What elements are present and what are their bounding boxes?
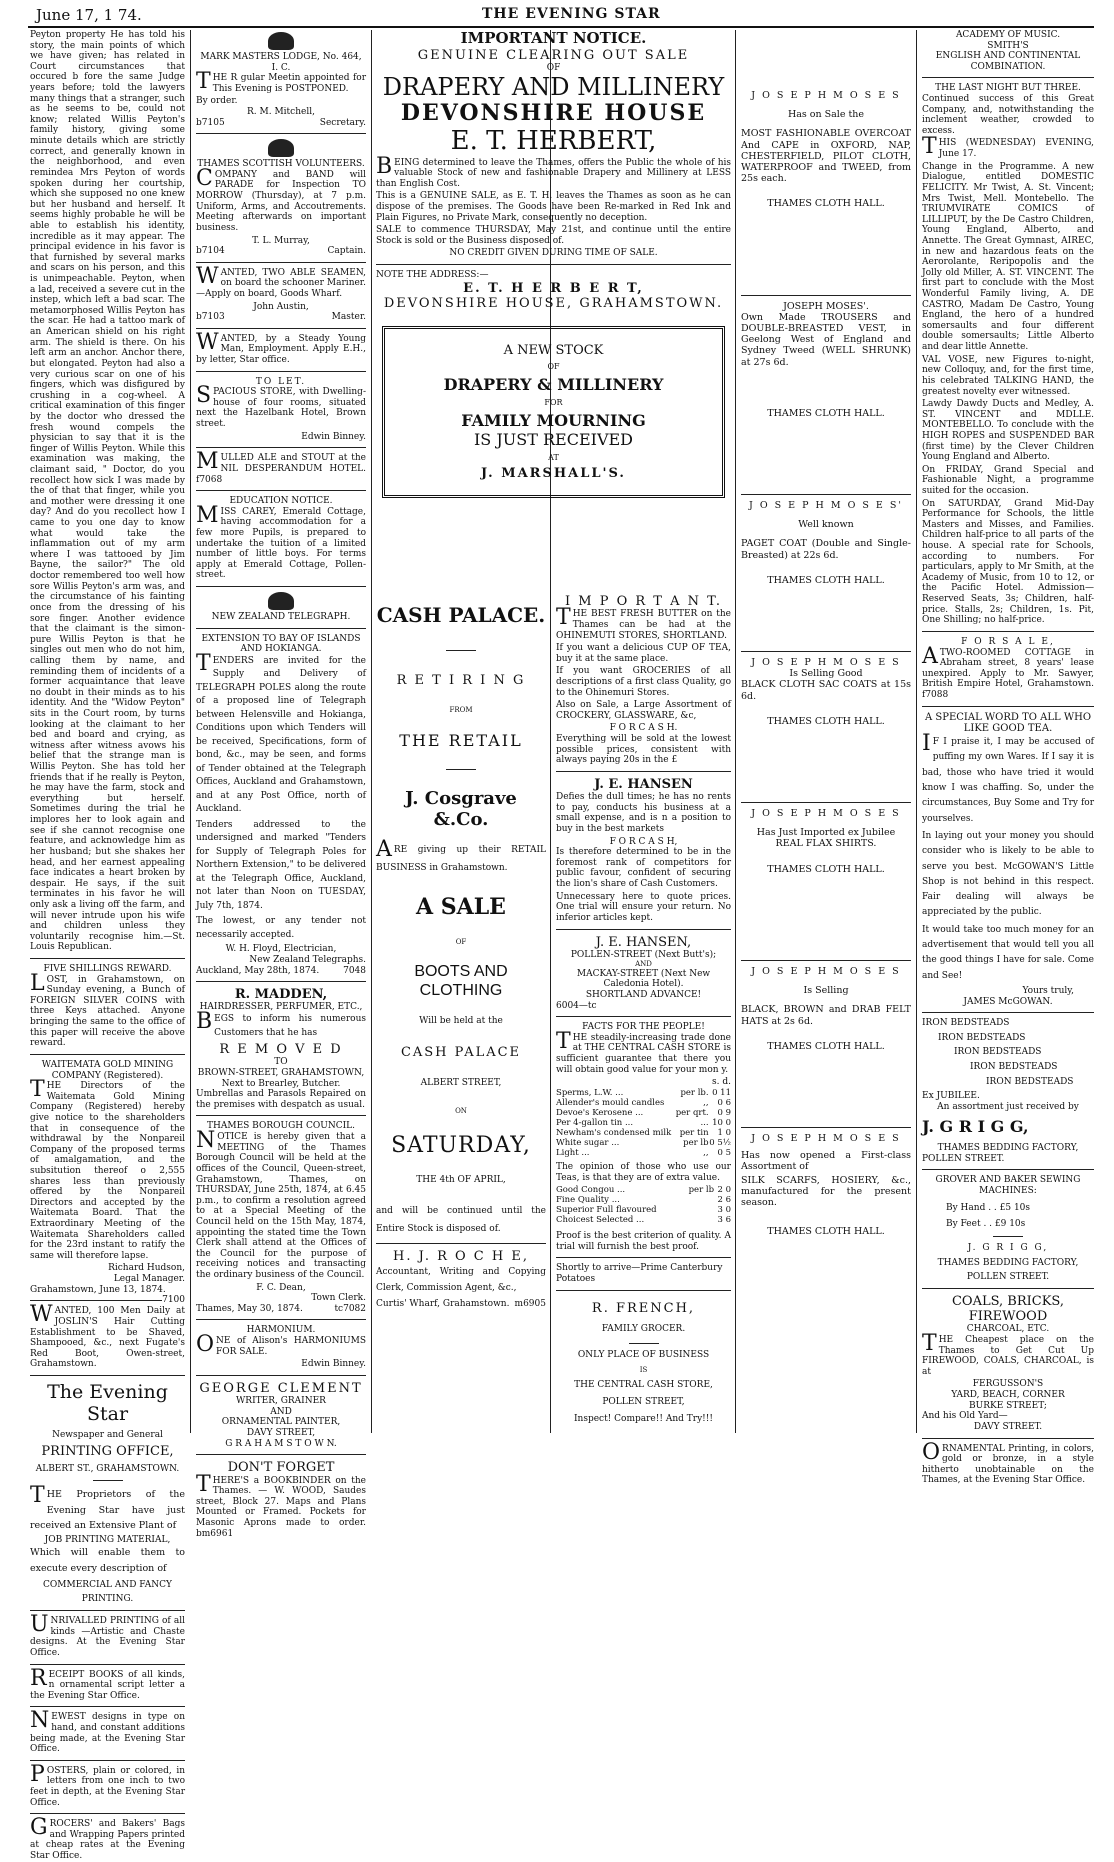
marshall-received: IS JUST RECEIVED	[473, 430, 633, 449]
masthead: THE EVENING STAR	[482, 6, 661, 22]
bedding-factory-2: THAMES BEDDING FACTORY,	[937, 1257, 1079, 1268]
herbert-body-2: This is a GENUINE SALE, as E. T. H. leaves the Thames as soon as he can dispose of the premises. The Goods have been Re-marked in Red Ink and Plain Figures, no Private Mark, consequently no deception.	[376, 191, 731, 223]
grigg-pollen-2: POLLEN STREET.	[966, 1272, 1050, 1283]
mulled-ad: MULLED ALE and STOUT at the NIL DESPERANDUM HOTEL. f7068	[196, 449, 366, 485]
telegraph-title: NEW ZEALAND TELEGRAPH.	[211, 611, 351, 622]
iron-bedsteads-line: IRON BEDSTEADS	[922, 1018, 1010, 1029]
scottish-emblem-icon	[268, 139, 294, 157]
price-row	[556, 1088, 731, 1098]
hansen-title-2: J. E. HANSEN,	[595, 934, 692, 950]
drapery-headline: DRAPERY AND MILLINERY	[382, 72, 725, 101]
page-header	[0, 0, 1114, 30]
tea-row	[556, 1195, 731, 1205]
herbert-body-3: SALE to commence THURSDAY, May 21st, and continue until the entire Stock is sold or the Business disposed of.	[376, 225, 731, 246]
reward-title: FIVE SHILLINGS REWARD.	[43, 964, 172, 975]
price-row	[556, 1148, 731, 1158]
tea-row-item: Superior Full flavoured	[556, 1205, 657, 1216]
madden-body: BEGS to inform his numerous Customers that he has	[196, 1009, 366, 1038]
tea-price-table	[556, 1185, 731, 1225]
continued-success: Continued success of this Great Company, and, notwithstanding the inclement weather, crowded to excess.	[922, 94, 1094, 136]
tolet-sig: Edwin Binney.	[301, 431, 366, 442]
price-row-price: 0 6	[717, 1097, 731, 1108]
mining-signature: Richard Hudson,	[108, 1263, 185, 1274]
tolet-body: SPACIOUS STORE, with Dwelling-house of four rooms, situated next the Hazelbank Hotel, Brown street.	[196, 383, 366, 430]
cloth-hall-5: THAMES CLOTH HALL.	[767, 863, 885, 875]
marshall-name: J. MARSHALL'S.	[481, 466, 626, 481]
pollen-street: POLLEN STREET,	[602, 1397, 685, 1408]
price-row-price: 0 11	[712, 1087, 731, 1098]
hansen-title: J. E. HANSEN	[594, 776, 693, 792]
paget-ad: PAGET COAT (Double and Single-Breasted) at 22s 6d.	[741, 538, 911, 561]
charcoal-etc: CHARCOAL, ETC.	[966, 1324, 1050, 1335]
column-rule	[735, 30, 736, 1433]
roche-address: Curtis' Wharf, Grahamstown. m6905	[376, 1298, 546, 1309]
grigg-name-2: J. G R I G G,	[967, 1242, 1049, 1253]
marshall-new-stock: A NEW STOCK	[503, 343, 604, 358]
wanted-seamen-ad: WANTED, TWO ABLE SEAMEN, on board the schooner Mariner.—Apply on board, Goods Wharf.	[196, 263, 366, 299]
tea-row-price: 2 0	[717, 1185, 731, 1196]
telegraph-sig: W. H. Floyd, Electrician,	[225, 944, 337, 955]
printing-ad-5: GROCERS' and Bakers' Bags and Wrapping Papers printed at cheap rates at the Evening Star Office.	[30, 1815, 185, 1862]
iron-bedsteads-line: IRON BEDSTEADS	[938, 1032, 1026, 1043]
evening-star-subtitle: Newspaper and General	[52, 1429, 163, 1440]
price-row-unit: ,,	[703, 1147, 709, 1158]
by-feet-price: By Feet . . £9 10s	[946, 1219, 1026, 1230]
hansen-body-3: Unnecessary here to quote prices. One trial will ensure your return. No inferior articles kept.	[556, 891, 731, 923]
borough-date: Thames, May 30, 1874. tc7082	[196, 1303, 366, 1314]
story-text: Peyton property He has told his story, the main points of which we have given; has related in Court circumstances that occured b fore the same Judge years before; told the lawyers many things that a stranger, such as he seems to be, could not know; related Willis Peyton's family history, giving some minute details which are strictly correct, and generally known in the neighborhood, and even remindea Mrs Peyton of words spoken during her courtship, which she supposed no one knew but her husband and herself. It seems highly probable he will be able to establish his identity, incredible as it may appear. The principal evidence in his favor is that furnished by several marks and scars on his person, and this is unimpeachable. Peyton, when a lad, received a severe cut in the instep, which left a bad scar. The metamorphosed Willis Peyton has the scar. He had a tattoo mark of an American shield on his right arm. The shield is there. On his left arm an anchor. Anchor there, but elongated. Peyton had also a very curious scar on one of his fingers, which was disfigured by crushing in a cog-wheel. A critical examination of this finger by the doctor who dressed the fresh wound compels the physician to say that it is the finger of Willis Peyton. While this examination was making, the claimant said, " Doctor, do you recollect how sick I was made by the of that that finger, while you and mother were dressing it one day? And do you recollect how I came to you one day to know what would take the inflammation out of my arm where I was tattooed by Jim Bayne, the sailor?" The old doctor remembered too well how sore Willis Peyton's arm was, and the circumstance of his fainting once from the dressing of his sore finger. Another evidence that the claimant is the simon-pure Willis Peyton is that he singles out men who do not him, calling them by name, and reminding them of incidents of a former acquaintance that leave no doubt in their minds as to his identity. And the "Widow Peyton" sits in the Court room, by turns looking at the claimant to her bed and board and crying, as witness after witness avows his belief that the strange man is Willis Peyton. She has told her friends that if he really is Peyton, he may have the farm, stock and everything but herself. Sometimes during the trial he implores her to look again and see if she cannot recognise one feature, and acknowledge him as her husband; but she shakes her head, and her earnest appealing face indicates a heart broken by despair. He says, if the suit terminates in his favor he will only ask a living off the farm, and will never intrude upon his wife and children unless they voluntarily recognise him.—St. Louis Republican.	[30, 30, 185, 953]
column-rule	[916, 30, 917, 1433]
hansen-address: POLLEN-STREET (Next Butt's);	[570, 949, 717, 960]
groceries-line: If you want GROCERIES of all descriptions of a first class Quality, go to the Ohinemuri Stores.	[556, 666, 731, 698]
coals-title: COALS, BRICKS, FIREWOOD	[951, 1293, 1065, 1325]
programme-4: On FRIDAY, Grand Special and Fashionable Night, a programme suited for the occasion.	[922, 464, 1094, 496]
note-address: NOTE THE ADDRESS:—	[376, 270, 489, 281]
moses-name-2: JOSEPH MOSES'.	[783, 300, 869, 312]
moses-on-sale: Has on Sale the	[787, 109, 865, 121]
iron-bedsteads-line: IRON BEDSTEADS	[970, 1061, 1058, 1072]
yard-beach: YARD, BEACH, CORNER	[951, 1390, 1065, 1401]
tea-body-1: I F I praise it, I may be accused of puffing my own Wares. If I say it is bad, those who have tried it would know I was chaffing. So, under the circumstances, Buy Some and Try for yourselves.	[922, 731, 1094, 824]
price-row-unit: per qrt.	[675, 1107, 709, 1118]
telegraph-subtitle: EXTENSION TO BAY OF ISLANDS AND HOKIANGA.	[201, 633, 361, 655]
column-rule	[371, 30, 372, 1433]
tea-row-item: Good Congou ...	[556, 1185, 626, 1196]
clearing-of: OF	[546, 63, 561, 74]
roche-name: H. J. R O C H E,	[393, 1248, 529, 1264]
sale-on: ON	[455, 1107, 467, 1116]
moses-name-7: J O S E P H M O S E S	[751, 1132, 901, 1144]
devonshire-headline: DEVONSHIRE HOUSE	[400, 100, 707, 127]
price-row-price: 1 0	[717, 1127, 731, 1138]
iron-bedsteads-line: IRON BEDSTEADS	[954, 1047, 1042, 1058]
hansen-address-2: MACKAY-STREET (Next New Caledonia Hotel).	[576, 968, 711, 990]
mining-role: Legal Manager.	[113, 1274, 185, 1285]
mining-title: WAITEMATA GOLD MINING COMPANY (Registered).	[41, 1059, 174, 1081]
french-is: IS	[639, 1366, 648, 1375]
clement-town: G R A H A M S T O W N.	[225, 1438, 337, 1449]
madden-umbrellas: Umbrellas and Parasols Repaired on the premises with despatch as usual.	[196, 1089, 366, 1110]
mark-masters-body: THE R gular Meetin appointed for This Evening is POSTPONED.	[196, 69, 366, 95]
lowest-prices: Everything will be sold at the lowest possible prices, consistent with always paying 20s in the £	[556, 734, 731, 766]
harmonium-sig: Edwin Binney.	[301, 1359, 366, 1370]
hansen-body-2: Is therefore determined to be in the foremost rank of competitors for public favour, confident of securing the lion's share of Cash Customers.	[556, 847, 731, 890]
central-cash-store: THE CENTRAL CASH STORE,	[574, 1380, 713, 1391]
mark-masters-title: MARK MASTERS LODGE, No. 464, I. C.	[200, 52, 362, 73]
cloth-hall-7: THAMES CLOTH HALL.	[767, 1226, 885, 1238]
tea-row-unit	[682, 1205, 714, 1215]
printing-ad-1: UNRIVALLED PRINTING of all kinds —Artistic and Chaste designs. At the Evening Star Office.	[30, 1612, 185, 1658]
removed-word: R E M O V E D	[219, 1042, 343, 1058]
column-4	[556, 594, 731, 1432]
assortment-received: An assortment just received by	[937, 1101, 1079, 1112]
davy-street: DAVY STREET.	[973, 1421, 1043, 1432]
ornamental-printing: ORNAMENTAL Printing, in colors, gold or bronze, in a style hitherto unobtainable on the Thames, at the Evening Star Office.	[922, 1439, 1094, 1486]
column-rule	[550, 594, 551, 1432]
proof-line: Proof is the best criterion of quality. A trial will furnish the best proof.	[556, 1231, 731, 1252]
madden-subtitle: HAIRDRESSER, PERFUMER, ETC.,	[199, 1002, 363, 1013]
important-notice-title: IMPORTANT NOTICE.	[460, 29, 647, 47]
shortland-ref: 6004—tc	[556, 1000, 597, 1011]
just-imported: Has Just Imported ex Jubilee	[756, 827, 896, 839]
old-yard: And his Old Yard—	[922, 1411, 1008, 1422]
tea-row-unit	[682, 1215, 714, 1225]
tea-row	[556, 1205, 731, 1215]
borough-role: Town Clerk.	[311, 1293, 366, 1304]
for-sale-title: F O R S A L E,	[961, 636, 1055, 647]
is-selling: Is Selling	[803, 985, 849, 997]
printing-ad-4: POSTERS, plain or colored, in letters from one inch to two feet in depth, at the Evening Star Office.	[30, 1761, 185, 1808]
borough-sig: F. C. Dean,	[256, 1282, 306, 1293]
clement-street: DAVY STREET,	[246, 1428, 316, 1439]
for-cash: F O R C A S H.	[609, 723, 678, 734]
price-row	[556, 1118, 731, 1128]
price-row-price: 0 5½	[709, 1137, 731, 1148]
flax-shirts: REAL FLAX SHIRTS.	[775, 838, 877, 850]
tea-body-3: It would take too much money for an advertisement that would tell you all the good things I have for sale. Come and See!	[922, 924, 1094, 981]
sale-of: OF	[455, 938, 467, 947]
commercial-fancy: COMMERCIAL AND FANCY	[43, 1579, 172, 1590]
by-hand-price: By Hand . . £5 10s	[946, 1202, 1031, 1213]
price-row-item: Allender's mould candles	[556, 1097, 665, 1108]
column-2	[196, 30, 366, 1539]
seamen-sig: John Austin,	[253, 301, 309, 312]
scottish-ref: b7104 Captain.	[196, 246, 366, 257]
wanted-men-ad: WANTED, 100 Men Daily at JOSLIN'S Hair Cutting Establishment to be Shaved, Shampooed, &c., next Fugate's Red Boot, Owen-street, Grahamstown.	[30, 1302, 185, 1370]
telegraph-body: TENDERS are invited for the Supply and Delivery of TELEGRAPH POLES along the route of a proposed line of Telegraph between Helensville and Hokianga, Conditions upon which Tenders will be received, Specifications, form of bond, &c., may be seen, and forms of Tender obtained at the Telegraph Offices, Auckland and Grahamstown, and at any Post Office, north of Auckland.	[196, 650, 366, 815]
price-row	[556, 1098, 731, 1108]
retiring: R E T I R I N G	[396, 672, 526, 688]
herbert-body-1: BEING determined to leave the Thames, offers the Public the whole of his valuable Stock of new and fashionable Drapery and Millinery at LESS than English Cost.	[376, 153, 731, 189]
tea-row	[556, 1185, 731, 1195]
printing-office-title: PRINTING OFFICE,	[41, 1444, 174, 1460]
marshall-for: FOR	[544, 398, 563, 407]
price-row-item: White sugar ...	[556, 1137, 620, 1148]
overcoat-ad: MOST FASHIONABLE OVERCOAT And CAPE in OXFORD, NAP, CHESTERFIELD, PILOT CLOTH, WATERPROOF and TWEED, from 25s each.	[741, 128, 911, 185]
cash-palace-ad	[376, 594, 546, 1432]
selling-good: Is Selling Good	[789, 668, 863, 680]
clement-subtitle: WRITER, GRAINER	[236, 1396, 326, 1407]
saturday: SATURDAY,	[391, 1133, 531, 1159]
madden-title: R. MADDEN,	[234, 987, 328, 1003]
wanted-man-ad: WANTED, by a Steady Young Man, Employment. Apply E.H., by letter, Star office.	[196, 329, 366, 366]
price-row-unit: per lb.	[680, 1087, 709, 1098]
coals-body: THE Cheapest place on the Thames to Get Cut Up FIREWOOD, COALS, CHARCOAL, is at	[922, 1331, 1094, 1377]
borough-title: THAMES BOROUGH COUNCIL.	[207, 1121, 355, 1132]
butter-body: THE BEST FRESH BUTTER on the Thames can be had at the OHINEMUTI STORES, SHORTLAND.	[556, 605, 731, 641]
trousers-ad: Own Made TROUSERS and DOUBLE-BREASTED VEST, in Geelong West of England and Sydney Tweed (WELL SHRUNK) at 27s 6d.	[741, 311, 911, 368]
reward-body: LOST, in Grahamstown, on Sunday evening, a Bunch of FOREIGN SILVER COINS with three Keys attached. Anyone bringing the same to the office of this paper will receive the above reward.	[30, 970, 185, 1049]
tea-row-price: 2 6	[717, 1195, 731, 1206]
masonic-emblem-icon	[268, 32, 294, 50]
boots-clothing: BOOTS AND CLOTHING	[414, 962, 508, 999]
scottish-title: THAMES SCOTTISH VOLUNTEERS.	[197, 159, 365, 170]
column-1	[30, 30, 185, 1862]
borough-body: NOTICE is hereby given that a MEETING of the Thames Borough Council will be held at the offices of the Council, Queen-street, Grahamstown, Thames, on THURSDAY, June 25th, 1874, at 6.45 p.m., to confirm a resolution agreed to at a Special Meeting of the Council held on the 15th May, 1874, appointing the stated time the Town Clerk shall attend at the Offices of the Council for the purpose of receiving notices and transacting the ordinary business of the Council.	[196, 1128, 366, 1280]
shortland-advance: SHORTLAND ADVANCE!	[585, 989, 702, 1000]
smiths: SMITH'S	[987, 40, 1029, 51]
cottage-ad: ATWO-ROOMED COTTAGE in Abraham street, 8 years' lease unexpired. Apply to Mr. Sawyer, British Empire Hotel, Grahamstown. f7088	[922, 643, 1094, 700]
price-row-price: 0 9	[717, 1107, 731, 1118]
grigg-pollen: POLLEN STREET.	[922, 1153, 1005, 1164]
facts-body: THE steadily-increasing trade done at THE CENTRAL CASH STORE is sufficient guarantee that there you will obtain good value for your mon y.	[556, 1028, 731, 1075]
hansen-for-cash: F O R C A S H,	[609, 836, 678, 847]
harmonium-body: ONE of Alison's HARMONIUMS FOR SALE.	[196, 1332, 366, 1358]
herbert-headline: E. T. HERBERT,	[450, 126, 657, 157]
roche-subtitle: Accountant, Writing and Copying Clerk, Commission Agent, &c.,	[376, 1267, 546, 1294]
education-title: EDUCATION NOTICE.	[229, 496, 333, 507]
last-night: THE LAST NIGHT BUT THREE.	[935, 83, 1081, 94]
silk-scarfs-ad: SILK SCARFS, HOSIERY, &c., manufactured for the present season.	[741, 1174, 911, 1208]
french-subtitle: FAMILY GROCER.	[601, 1323, 686, 1334]
mining-date: Grahamstown, June 13, 1874. 7100	[30, 1284, 185, 1306]
column-rule	[190, 30, 191, 1433]
academy-title: ACADEMY OF MUSIC.	[955, 30, 1061, 40]
mark-masters-ref: b7105 Secretary.	[196, 117, 366, 128]
cloth-hall-1: THAMES CLOTH HALL.	[767, 198, 885, 210]
cash-palace-title: CASH PALACE.	[376, 603, 546, 627]
only-place: ONLY PLACE OF BUSINESS	[577, 1349, 710, 1360]
herbert-address-2: DEVONSHIRE HOUSE, GRAHAMSTOWN.	[383, 296, 724, 312]
cloth-hall-4: THAMES CLOTH HALL.	[767, 715, 885, 727]
cosgrave-body: ARE giving up their RETAIL BUSINESS in Grahamstown.	[376, 836, 546, 873]
tea-row-unit	[682, 1195, 714, 1205]
printing-body-2: Which will enable them to execute every description of	[30, 1547, 185, 1574]
continued-until: and will be continued until the Entire Stock is disposed of.	[376, 1205, 546, 1234]
price-row-unit: ...	[700, 1117, 709, 1128]
moses-name-1: J O S E P H M O S E S	[751, 90, 901, 101]
iron-bedsteads-list	[922, 1018, 1094, 1087]
evening-star-title: The Evening Star	[47, 1380, 168, 1426]
tea-yours: Yours truly,	[1022, 985, 1074, 996]
telegraph-date: Auckland, May 28th, 1874. 7048	[196, 965, 366, 976]
printing-office-address: ALBERT ST., GRAHAMSTOWN.	[35, 1463, 180, 1474]
page-date: June 17, 1 74.	[36, 6, 142, 24]
new-assortment: Has now opened a First-class Assortment of	[741, 1150, 911, 1173]
clearing-sale: GENUINE CLEARING OUT SALE	[417, 47, 690, 63]
sewing-title: GROVER AND BAKER SEWING	[935, 1175, 1081, 1186]
albert-street: ALBERT STREET,	[420, 1078, 502, 1089]
cloth-hall-3: THAMES CLOTH HALL.	[767, 574, 885, 586]
important-title: I M P O R T A N T.	[564, 594, 723, 609]
price-row-price: 0 5	[717, 1147, 731, 1158]
column-5	[741, 30, 911, 1433]
education-body: MISS CAREY, Emerald Cottage, having accommodation for a few more Pupils, is prepared to undertake the tuition of a limited number of little boys. For terms apply at Emerald Cottage, Pollen-street.	[196, 502, 366, 581]
mark-masters-sig: R. M. Mitchell,	[247, 107, 315, 118]
mark-masters-order: By order.	[196, 96, 238, 107]
hansen-and: AND	[635, 960, 652, 969]
ex-jubilee: Ex JUBILEE.	[922, 1091, 980, 1102]
price-row-item: Light ...	[556, 1147, 590, 1158]
tea-row-price: 3 0	[717, 1205, 731, 1216]
cash-palace-venue: CASH PALACE	[400, 1045, 522, 1061]
programme-3: Lawdy Dawdy Ducts and Medley, A. ST. VINCENT and MDLLE. MONTEBELLO. To conclude with the HIGH ROPES and SUSPENDED BAR (first time) by the Clever Children Young England and Alberto.	[922, 399, 1094, 463]
harmonium-title: HARMONIUM.	[246, 1325, 316, 1336]
cloth-hall-6: THAMES CLOTH HALL.	[767, 1040, 885, 1052]
column-6	[922, 30, 1094, 1486]
cloth-hall-2: THAMES CLOTH HALL.	[767, 407, 885, 419]
teas-intro: The opinion of those who use our Teas, is that they are of extra value.	[556, 1161, 731, 1183]
telegraph-body-2: Tenders addressed to the undersigned and marked "Tenders for Supply of Telegraph Poles for Northern Extension," to be delivered at the Telegraph Office, Auckland, not later than Noon on TUESDAY, July 7th, 1874.	[196, 819, 366, 911]
french-title: R. FRENCH,	[591, 1300, 696, 1316]
tea-line: If you want a delicious CUP OF TEA, buy it at the same place.	[556, 643, 731, 664]
sewing-machines: MACHINES:	[979, 1186, 1037, 1197]
price-row	[556, 1138, 731, 1148]
clement-ornamental: ORNAMENTAL PAINTER,	[221, 1417, 341, 1428]
herbert-notice	[376, 30, 731, 325]
tea-body-2: In laying out your money you should consider who is likely to be able to serve you best. McGOWAN'S Little Shop is not behind in this respect. Fair dealing will always be appreciated by the public.	[922, 830, 1094, 918]
clement-title: GEORGE CLEMENT	[199, 1380, 363, 1396]
price-row	[556, 1128, 731, 1138]
programme-2: VAL VOSE, new Figures to-night, new Colloquy, and, for the first time, his celebrated TALKING HAND, the greatest novelty ever witnessed.	[922, 354, 1094, 397]
tea-row-unit: per lb	[688, 1185, 715, 1196]
hats-ad: BLACK, BROWN and DRAB FELT HATS at 2s 6d.	[741, 1004, 911, 1027]
printing-body-1: THE Proprietors of the Evening Star have just received an Extensive Plant of	[30, 1483, 185, 1531]
tea-row-item: Choicest Selected ...	[556, 1215, 645, 1226]
mining-body: THE Directors of the Waitemata Gold Mining Company (Registered) hereby give notice to the shareholders that in consequence of the withdrawal by the Nonpareil Company of the proposed terms of amalgamation, and the subsitution thereof o 2,555 shares less than previously offered by the Nonpareil Directors and accepted by the Waitemata Board. That the Extraordinary Meeting of the Waitemata Shareholders called for the 23rd instant to ratify the same will therefore lapse.	[30, 1077, 185, 1261]
fergussons: FERGUSSON'S	[972, 1379, 1044, 1390]
printing-ad-3: NEWEST designs in type on hand, and constant additions being made, at the Evening Star Office.	[30, 1708, 185, 1755]
price-header: s. d.	[712, 1077, 731, 1088]
header-rule	[28, 26, 1094, 28]
price-row-item: Sperms, L.W. ...	[556, 1087, 624, 1098]
sac-coats-ad: BLACK CLOTH SAC COATS at 15s 6d.	[741, 679, 911, 702]
programme-1: Change in the Programme. A new Dialogue, entitled DOMESTIC FELICITY. Mr Twist, A. St. Vincent; Mrs Twist, Mell. Montebello. The TRIUMVIRATE COMICS of LILLIPUT, by the De Castro Children, Young England, Alberto, and Annette. The Great Gymnast, AIREC, in new and hazardous feats on the Aerorolante, Reripopolis and the Jolly old Miller, A. ST. VINCENT. The first part to conclude with the Most Wonderful Family living, A. DE CASTRO, Madam De Castro, Young England, the hero of a hundred somersaults and four different double somersaults; Little Alberto and dear little Annette.	[922, 161, 1094, 353]
iron-bedsteads-line: IRON BEDSTEADS	[986, 1076, 1074, 1087]
mcgowan-sig: JAMES McGOWAN.	[963, 996, 1053, 1007]
herbert-address-1: E. T. H E R B E R T,	[463, 280, 644, 296]
price-row	[556, 1108, 731, 1118]
dont-forget-body: THERE'S a BOOKBINDER on the Thames. — W. WOOD, Saudes street, Block 27. Maps and Plans Mounted or Framed. Pockets for Masonic Aprons made to order. bm6961	[196, 1471, 366, 1539]
price-row-unit: per lb	[683, 1137, 709, 1148]
tea-title: A SPECIAL WORD TO ALL WHO LIKE GOOD TEA.	[924, 711, 1092, 735]
moses-name-5: J O S E P H M O S E S	[751, 808, 901, 820]
madden-address: BROWN-STREET, GRAHAMSTOWN,	[197, 1068, 365, 1079]
moses-name-6: J O S E P H M O S E S	[751, 965, 901, 977]
inspect-compare: Inspect! Compare!! And Try!!!	[573, 1413, 714, 1424]
price-row-unit: ,,	[703, 1097, 709, 1108]
scottish-body: COMPANY and BAND will PARADE for Inspection TO MORROW (Thursday), at 7 p.m. Uniform, Arms, and Accoutrements. Meeting afterwards on important business.	[196, 165, 366, 233]
cosgrave-name: J. Cosgrave &.Co.	[405, 788, 517, 831]
madden-to: TO	[274, 1057, 288, 1068]
royal-arms-icon	[268, 592, 294, 610]
price-table	[556, 1088, 731, 1158]
tolet-title: TO LET.	[255, 376, 307, 387]
madden-next: Next to Brearley, Butcher.	[221, 1078, 341, 1089]
tea-row-item: Fine Quality ...	[556, 1195, 620, 1206]
marshall-drapery: DRAPERY & MILLINERY	[443, 375, 664, 394]
no-credit: NO CREDIT GIVEN DURING TIME OF SALE.	[449, 248, 658, 259]
bedding-factory: THAMES BEDDING FACTORY,	[937, 1143, 1079, 1154]
programme-5: On SATURDAY, Grand Mid-Day Performance for Schools, the little Masters and Misses, and Families. Children half-price to all parts of the house. A special rate for Schools, according to numbers. For particulars, apply to Mr Smith, at the Academy of Music, from 10 to 12, or the Pacific Hotel. Admission—Reserved Seats, 3s; Children, half-price. Stalls, 2s; Children, 1s. Pit, One Shilling; no half-price.	[922, 498, 1094, 626]
held-at: Will be held at the	[419, 1016, 503, 1027]
printing-ad-2: RECEIPT BOOKS of all kinds, n ornamental script letter a the Evening Star Office.	[30, 1665, 185, 1701]
price-row-item: Per 4-gallon tin ...	[556, 1117, 634, 1128]
dont-forget-title: DON'T FORGET	[227, 1460, 335, 1476]
hansen-body: Defies the dull times; he has no rents to pay, conducts his business at a small expense, and is n a position to buy in the best markets	[556, 792, 731, 835]
seamen-ref: b7103 Master.	[196, 312, 366, 323]
a-sale: A SALE	[416, 893, 506, 920]
tea-row	[556, 1215, 731, 1225]
marshall-ad	[376, 326, 731, 571]
marshall-of: OF	[547, 362, 560, 371]
printing-word: PRINTING.	[81, 1594, 134, 1605]
marshall-at: AT	[548, 453, 559, 462]
moses-name-4: J O S E P H M O S E S	[751, 657, 901, 669]
potatoes-line: Shortly to arrive—Prime Canterbury Potatoes	[556, 1263, 723, 1284]
telegraph-sig-2: New Zealand Telegraphs.	[249, 954, 366, 965]
scottish-sig: T. L. Murray,	[252, 235, 310, 246]
job-printing: JOB PRINTING MATERIAL,	[44, 1534, 171, 1545]
price-row-item: Newham's condensed milk	[556, 1127, 672, 1138]
tea-row-price: 3 6	[717, 1215, 731, 1226]
telegraph-body-3: The lowest, or any tender not necessarily accepted.	[196, 916, 366, 940]
burke-street: BURKE STREET;	[969, 1400, 1047, 1411]
grigg-name: J. G R I G G,	[922, 1117, 1029, 1137]
well-known: Well known	[798, 519, 854, 531]
combination: ENGLISH AND CONTINENTAL COMBINATION.	[935, 51, 1081, 72]
facts-title: FACTS FOR THE PEOPLE!	[582, 1022, 705, 1033]
moses-name-3: J O S E P H M O S E S'	[749, 500, 903, 512]
marshall-mourning: FAMILY MOURNING	[461, 411, 646, 430]
price-row-price: 10 0	[712, 1117, 731, 1128]
this-evening: THIS (WEDNESDAY) EVENING, June 17.	[922, 134, 1094, 160]
retiring-from: FROM	[449, 705, 473, 714]
crockery-line: Also on Sale, a Large Assortment of CROCKERY, GLASSWARE, &c,	[556, 700, 731, 721]
price-row-item: Devoe's Kerosene ...	[556, 1107, 644, 1118]
clement-and: AND	[270, 1406, 292, 1417]
fourth-april: THE 4th OF APRIL,	[416, 1175, 506, 1186]
price-row-unit: per tin	[679, 1127, 709, 1138]
the-retail: THE RETAIL	[399, 731, 523, 751]
